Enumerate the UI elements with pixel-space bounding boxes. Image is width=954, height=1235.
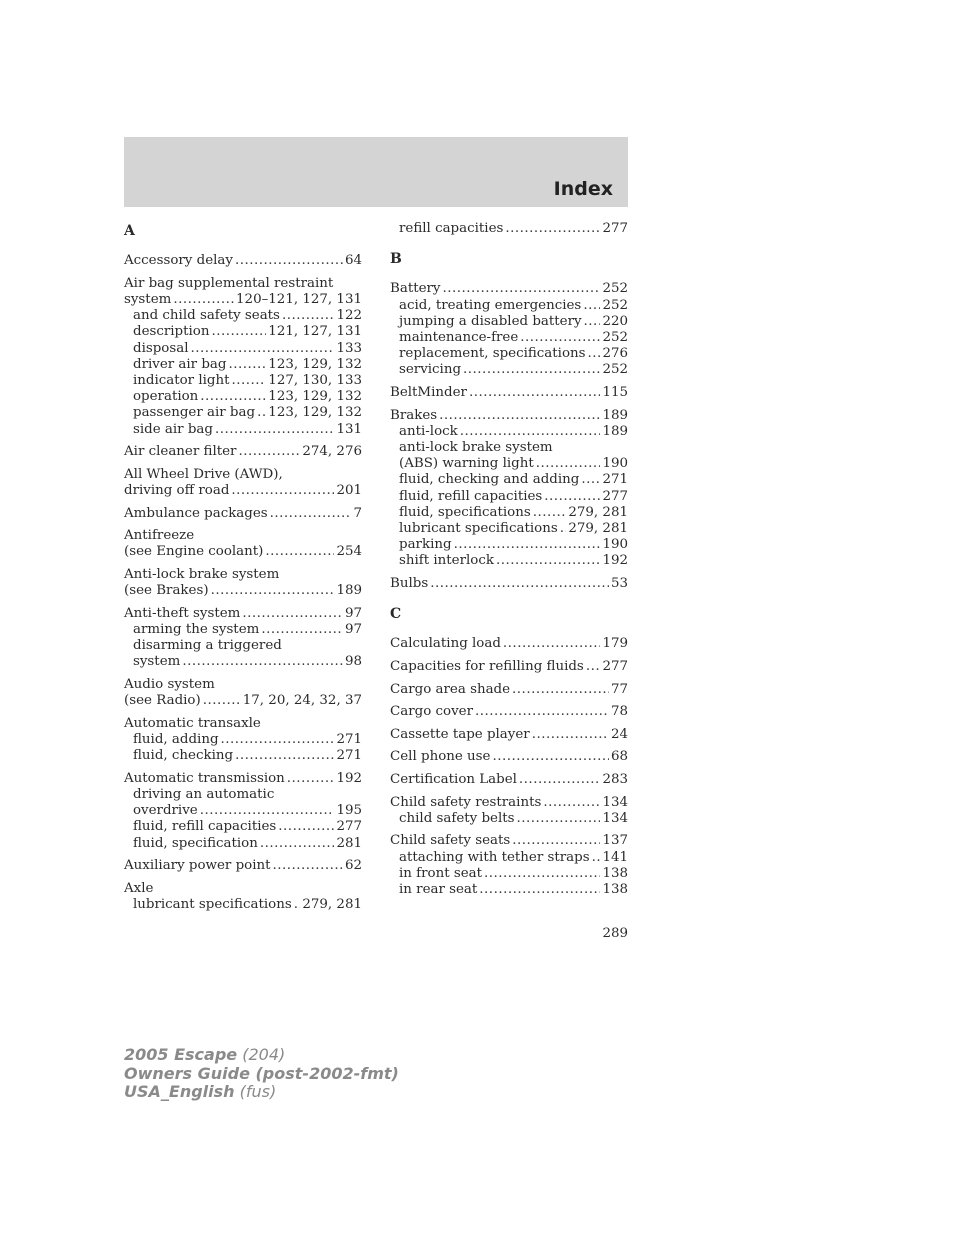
entry-page: 179 [602, 636, 628, 652]
index-column-left [124, 221, 362, 920]
dot-leader [430, 576, 609, 592]
index-heading [124, 881, 362, 897]
index-subentry [390, 314, 628, 330]
entry-text: Automatic transaxle [124, 715, 261, 731]
entry-page: 123, 129, 132 [268, 356, 362, 372]
entry-text: anti-lock [399, 423, 458, 439]
index-subentry [124, 803, 362, 819]
entry-page: 134 [602, 794, 628, 810]
entry-text: Brakes [390, 407, 438, 423]
entry-page: 220 [602, 313, 628, 329]
entry-text: overdrive [133, 803, 198, 819]
index-entry [390, 749, 628, 765]
dot-leader [235, 253, 343, 269]
dot-leader [586, 659, 601, 675]
index-entry [124, 606, 362, 671]
entry-page: 277 [602, 659, 628, 675]
index-heading [390, 795, 628, 811]
entry-text: anti-lock brake system [399, 440, 553, 456]
index-heading [124, 716, 362, 732]
index-subentry [390, 505, 628, 521]
dot-leader [520, 330, 600, 346]
index-heading [390, 749, 628, 765]
index-entry [124, 858, 362, 874]
entry-page: 97 [344, 622, 362, 637]
index-subentry [390, 330, 628, 346]
index-subentry [390, 489, 628, 505]
index-subentry [390, 866, 628, 882]
entry-page: 252 [602, 330, 628, 346]
entry-text: system [124, 292, 172, 307]
dot-leader [584, 314, 601, 330]
index-entry [390, 576, 628, 592]
index-heading [124, 276, 362, 292]
index-heading [124, 467, 362, 483]
entry-page: 24 [610, 726, 628, 742]
index-heading [390, 576, 628, 592]
index-heading [124, 858, 362, 874]
footer-guide: Owners Guide (post-2002-fmt) [124, 1063, 399, 1083]
index-heading [390, 659, 628, 675]
index-subentry [124, 897, 362, 913]
entry-text: child safety belts [399, 810, 515, 826]
entry-text: Air cleaner filter [124, 444, 237, 460]
entry-page: 195 [336, 803, 362, 819]
entry-page: 78 [610, 704, 628, 720]
dot-leader [200, 803, 335, 819]
index-entry [124, 771, 362, 852]
index-entry [124, 677, 362, 709]
entry-text: fluid, refill capacities [399, 488, 543, 504]
index-subentry [390, 472, 628, 488]
entry-page: 279, 281 [568, 521, 628, 537]
entry-page: 141 [602, 849, 628, 865]
entry-page: 252 [602, 297, 628, 313]
entry-page: 97 [344, 605, 362, 621]
dot-leader [182, 654, 343, 670]
entry-text: (see Engine coolant) [124, 544, 264, 560]
entry-list [390, 636, 628, 898]
dot-leader [460, 424, 601, 440]
entry-text: Anti-theft system [124, 605, 241, 621]
dot-leader [270, 506, 352, 522]
header-band [124, 137, 628, 207]
index-heading [124, 253, 362, 269]
entry-page: 134 [602, 810, 628, 826]
index-heading [124, 544, 362, 560]
entry-text: Axle [124, 880, 154, 896]
entry-text: fluid, adding [133, 732, 219, 747]
dot-leader [257, 405, 266, 421]
index-subentry [390, 221, 628, 237]
index-entry [124, 276, 362, 438]
index-heading [124, 583, 362, 599]
entry-text: Certification Label [390, 772, 517, 787]
entry-text: Accessory delay [124, 253, 233, 269]
entry-text: (see Radio) [124, 693, 201, 709]
index-heading [124, 693, 362, 709]
dot-leader [475, 704, 609, 720]
entry-page: 201 [336, 483, 362, 499]
entry-text: Cassette tape player [390, 726, 530, 742]
entry-page: 254 [336, 544, 362, 560]
section-letter-a: A [124, 223, 135, 239]
index-entry [390, 408, 628, 570]
index-entry [390, 833, 628, 898]
entry-page: 283 [602, 772, 628, 787]
index-subentry [390, 850, 628, 866]
index-heading [390, 833, 628, 849]
index-heading [124, 528, 362, 544]
index-subentry [124, 748, 362, 764]
index-subentry [390, 521, 628, 537]
index-heading [124, 606, 362, 622]
dot-leader [469, 385, 600, 401]
entry-text: fluid, specification [133, 835, 258, 851]
index-entry [124, 716, 362, 765]
dot-leader [211, 324, 266, 340]
entry-page: 131 [336, 421, 362, 437]
dot-leader [496, 553, 600, 569]
index-subentry [390, 811, 628, 827]
dot-leader [583, 298, 600, 314]
entry-list [124, 253, 362, 913]
entry-text: replacement, specifications [399, 346, 586, 362]
dot-leader [532, 727, 609, 743]
entry-page: 7 [353, 505, 362, 521]
entry-text: (see Brakes) [124, 583, 209, 599]
entry-page: 133 [336, 340, 362, 356]
index-subentry [124, 622, 362, 638]
dot-leader [235, 748, 334, 764]
entry-page: 17, 20, 24, 32, 37 [242, 693, 362, 709]
entry-page: 279, 281 [302, 897, 362, 912]
index-entry [124, 528, 362, 560]
entry-page: 53 [610, 576, 628, 592]
index-heading [390, 704, 628, 720]
index-heading [124, 771, 362, 787]
dot-leader [238, 444, 300, 460]
entry-text: Audio system [124, 677, 215, 692]
index-subentry [390, 346, 628, 362]
index-heading [124, 567, 362, 583]
entry-text: fluid, refill capacities [133, 819, 277, 835]
dot-leader [215, 422, 334, 438]
dot-leader [287, 771, 335, 787]
dot-leader [592, 850, 601, 866]
page-title: Index [553, 178, 613, 200]
entry-page: 123, 129, 132 [268, 389, 362, 405]
dot-leader [519, 772, 601, 788]
entry-text: Ambulance packages [124, 505, 268, 521]
entry-text: acid, treating emergencies [399, 297, 582, 313]
entry-text: maintenance-free [399, 330, 519, 346]
index-subentry [124, 373, 362, 389]
entry-text: Child safety restraints [390, 794, 542, 810]
entry-page: 192 [602, 553, 628, 569]
entry-page: 279, 281 [568, 504, 628, 520]
entry-text: driving an automatic [133, 787, 275, 802]
dot-leader [260, 836, 335, 852]
index-subentry [390, 424, 628, 440]
index-entry [124, 881, 362, 913]
entry-page: 190 [602, 537, 628, 553]
footer-language: USA_English [124, 1082, 235, 1101]
index-subentry [124, 638, 362, 654]
entry-text: Air bag supplemental restraint [124, 275, 334, 291]
entry-text: Calculating load [390, 636, 501, 652]
index-subentry [124, 389, 362, 405]
entry-text: Cargo cover [390, 704, 473, 720]
index-subentry [390, 882, 628, 898]
entry-page: 123, 129, 132 [268, 405, 362, 421]
index-entry [390, 659, 628, 675]
footer-imprint [124, 1046, 399, 1102]
entry-text: Automatic transmission [124, 770, 285, 786]
entry-text: Cell phone use [390, 749, 491, 765]
dot-leader [454, 537, 601, 553]
dot-leader [203, 693, 241, 709]
index-subentry [124, 308, 362, 324]
entry-page: 277 [602, 488, 628, 504]
entry-page: 137 [602, 833, 628, 849]
entry-page: 138 [602, 865, 628, 881]
entry-page: 190 [602, 456, 628, 472]
dot-leader [282, 308, 335, 324]
dot-leader [512, 833, 600, 849]
index-subentry [390, 298, 628, 314]
entry-page: 77 [610, 681, 628, 697]
index-subentry [124, 654, 362, 670]
entry-page: 271 [336, 748, 362, 764]
dot-leader [517, 811, 601, 827]
footer-language-code: (fus) [239, 1082, 277, 1101]
entry-list [390, 221, 628, 237]
entry-page: 122 [336, 308, 362, 324]
index-heading [390, 636, 628, 652]
dot-leader [265, 544, 334, 560]
entry-text: fluid, specifications [399, 504, 531, 520]
index-subentry [124, 422, 362, 438]
dot-leader [439, 408, 600, 424]
entry-page: 120–121, 127, 131 [236, 292, 362, 307]
entry-page: 138 [602, 882, 628, 897]
entry-page: 189 [336, 583, 362, 599]
index-entry [390, 727, 628, 743]
dot-leader [261, 622, 343, 638]
index-entry [390, 704, 628, 720]
dot-leader [211, 583, 335, 599]
dot-leader [221, 732, 335, 748]
entry-text: BeltMinder [390, 385, 467, 401]
index-entry [124, 253, 362, 269]
index-heading [390, 408, 628, 424]
entry-text: jumping a disabled battery [399, 313, 582, 329]
entry-text: fluid, checking [133, 748, 234, 764]
index-subentry [390, 537, 628, 553]
index-heading [124, 506, 362, 522]
index-heading [390, 772, 628, 788]
page-number: 289 [602, 926, 628, 941]
index-heading [390, 385, 628, 401]
entry-text: Child safety seats [390, 833, 511, 849]
dot-leader [581, 472, 600, 488]
dot-leader [543, 795, 600, 811]
entry-page: 252 [602, 281, 628, 297]
index-subentry [390, 456, 628, 472]
entry-page: 189 [602, 423, 628, 439]
index-subentry [124, 357, 362, 373]
entry-text: refill capacities [399, 221, 504, 236]
entry-text: shift interlock [399, 553, 494, 569]
index-entry [124, 567, 362, 599]
entry-text: fluid, checking and adding [399, 472, 580, 488]
footer-model-code: (204) [242, 1045, 286, 1064]
dot-leader [544, 489, 600, 505]
entry-text: indicator light [133, 373, 230, 389]
entry-text: driver air bag [133, 356, 227, 372]
footer-model: 2005 Escape [124, 1045, 238, 1064]
index-heading [124, 483, 362, 499]
dot-leader [484, 866, 600, 882]
index-entry [390, 636, 628, 652]
dot-leader [505, 221, 600, 237]
entry-page: 281 [336, 835, 362, 851]
index-entry [124, 506, 362, 522]
index-subentry [390, 553, 628, 569]
dot-leader [492, 749, 608, 765]
index-subentry [390, 440, 628, 456]
dot-leader [536, 456, 601, 472]
entry-page: 277 [336, 819, 362, 835]
dot-leader [294, 897, 301, 913]
entry-text: operation [133, 389, 199, 405]
index-heading [390, 682, 628, 698]
entry-text: parking [399, 537, 452, 553]
index-subentry [124, 836, 362, 852]
entry-page: 277 [602, 221, 628, 236]
entry-list [390, 281, 628, 592]
dot-leader [533, 505, 567, 521]
section-letter-b: B [390, 251, 402, 268]
entry-page: 98 [344, 654, 362, 670]
index-entry [124, 444, 362, 460]
dot-leader [463, 362, 600, 378]
entry-page: 274, 276 [302, 444, 362, 460]
entry-text: Bulbs [390, 576, 429, 592]
entry-text: description [133, 324, 210, 340]
entry-text: lubricant specifications [399, 521, 558, 537]
index-subentry [124, 787, 362, 803]
entry-text: side air bag [133, 421, 213, 437]
dot-leader [588, 346, 601, 362]
index-entry [390, 221, 628, 237]
entry-page: 271 [602, 472, 628, 488]
entry-text: system [133, 654, 181, 670]
index-subentry [124, 341, 362, 357]
entry-text: Battery [390, 281, 441, 297]
index-entry [390, 795, 628, 827]
entry-text: passenger air bag [133, 405, 256, 421]
dot-leader [273, 858, 343, 874]
index-heading [124, 677, 362, 693]
entry-page: 68 [610, 749, 628, 765]
index-entry [390, 682, 628, 698]
index-entry [124, 467, 362, 499]
index-heading [124, 292, 362, 308]
entry-page: 276 [602, 346, 628, 362]
entry-text: Auxiliary power point [124, 858, 271, 874]
entry-page: 115 [602, 385, 628, 401]
entry-text: arming the system [133, 622, 260, 637]
entry-page: 64 [344, 253, 362, 269]
entry-text: in front seat [399, 865, 483, 881]
index-subentry [124, 732, 362, 748]
index-entry [390, 772, 628, 788]
entry-text: Cargo area shade [390, 681, 511, 697]
index-subentry [124, 819, 362, 835]
entry-page: 62 [344, 858, 362, 874]
dot-leader [191, 341, 335, 357]
entry-page: 192 [336, 770, 362, 786]
dot-leader [231, 483, 334, 499]
index-heading [390, 281, 628, 297]
dot-leader [173, 292, 234, 308]
entry-text: servicing [399, 362, 462, 378]
entry-text: lubricant specifications [133, 897, 292, 912]
dot-leader [512, 682, 609, 698]
entry-page: 271 [336, 732, 362, 747]
entry-text: (ABS) warning light [399, 456, 534, 472]
entry-text: and child safety seats [133, 308, 280, 324]
entry-page: 127, 130, 133 [268, 373, 362, 389]
index-heading [124, 444, 362, 460]
index-entry [390, 385, 628, 401]
dot-leader [442, 281, 600, 297]
index-column-right [390, 221, 628, 905]
section-letter-c: C [390, 606, 402, 623]
dot-leader [278, 819, 334, 835]
dot-leader [503, 636, 601, 652]
dot-leader [242, 606, 343, 622]
dot-leader [479, 882, 600, 898]
dot-leader [200, 389, 266, 405]
entry-text: disarming a triggered [133, 638, 282, 654]
entry-page: 189 [602, 407, 628, 423]
entry-page: 121, 127, 131 [268, 324, 362, 340]
index-subentry [124, 405, 362, 421]
index-subentry [390, 362, 628, 378]
entry-text: driving off road [124, 483, 230, 499]
entry-text: in rear seat [399, 882, 478, 897]
entry-text: Capacities for refilling fluids [390, 659, 584, 675]
index-entry [390, 281, 628, 378]
index-subentry [124, 324, 362, 340]
dot-leader [228, 357, 266, 373]
entry-text: Anti-lock brake system [124, 567, 280, 582]
entry-text: attaching with tether straps [399, 849, 590, 865]
dot-leader [560, 521, 567, 537]
index-heading [390, 727, 628, 743]
entry-text: disposal [133, 340, 189, 356]
entry-text: Antifreeze [124, 528, 195, 544]
entry-text: All Wheel Drive (AWD), [124, 466, 283, 482]
dot-leader [232, 373, 267, 389]
entry-page: 252 [602, 362, 628, 378]
